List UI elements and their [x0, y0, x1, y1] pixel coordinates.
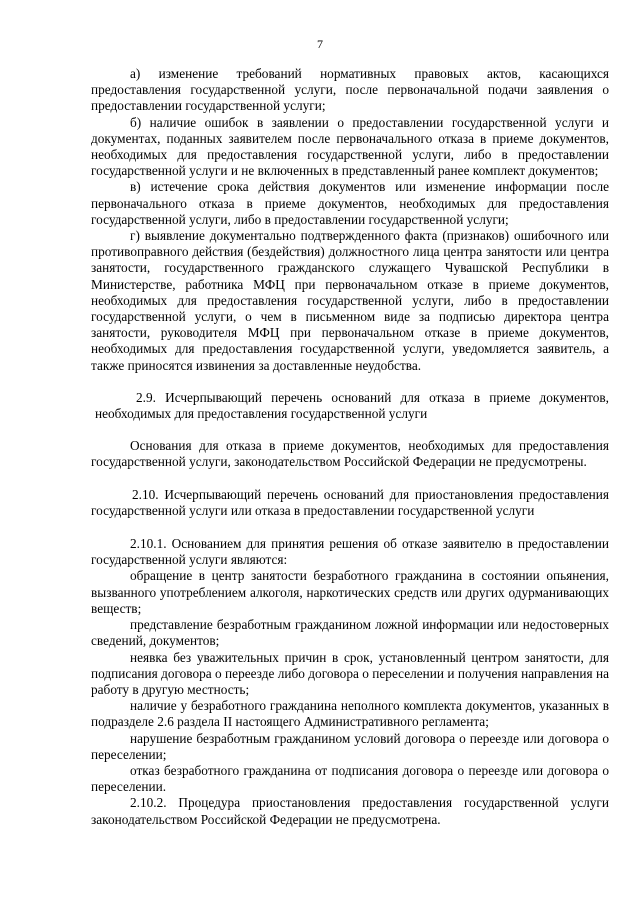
spacer: [91, 422, 609, 438]
list-item: представление безработным гражданином ложной информации или недостоверных сведений, документов;: [91, 617, 609, 649]
paragraph-2-10-2: 2.10.2. Процедура приостановления предоставления государственной услуги законодательством Российской Федерации не предусмотрена.: [91, 795, 609, 827]
list-item: обращение в центр занятости безработного гражданина в состоянии опьянения, вызванного употреблением алкоголя, наркотических средств или других одурманивающих веществ;: [91, 568, 609, 616]
list-item: наличие у безработного гражданина неполного комплекта документов, указанных в подразделе 2.6 раздела II настоящего Административного регламента;: [91, 698, 609, 730]
spacer: [91, 519, 609, 536]
paragraph-2-9: Основания для отказа в приеме документов, необходимых для предоставления государственной услуги, законодательством Российской Федерации не предусмотрены.: [91, 438, 609, 470]
list-item: нарушение безработным гражданином условий договора о переезде или договора о переселении;: [91, 730, 609, 762]
spacer: [91, 471, 609, 487]
paragraph-v: в) истечение срока действия документов или изменение информации после первоначального отказа в приеме документов, необходимых для предоставления государственной услуги, либо в предоставлении государственной услуги;: [91, 179, 609, 227]
spacer: [91, 374, 609, 390]
document-body: [91, 66, 609, 828]
page-number: 7: [317, 37, 323, 51]
paragraph-2-10-1: 2.10.1. Основанием для принятия решения об отказе заявителю в предоставлении государственной услуги являются:: [91, 536, 609, 568]
list-item: отказ безработного гражданина от подписания договора о переезде или договора о переселении.: [91, 762, 609, 795]
list-item: неявка без уважительных причин в срок, установленный центром занятости, для подписания договора о переезде либо договора о переселении и получения направления на работу в другую местность;: [91, 649, 609, 697]
section-heading-2-9: 2.9. Исчерпывающий перечень оснований для отказа в приеме документов, необходимых для предоставления государственной услуги: [95, 389, 609, 422]
paragraph-a: а) изменение требований нормативных правовых актов, касающихся предоставления государственной услуги, после первоначальной подачи заявления о предоставлении государственной услуги;: [91, 66, 609, 114]
paragraph-b: б) наличие ошибок в заявлении о предоставлении государственной услуги и документах, поданных заявителем после первоначального отказа в приеме документов, необходимых для предоставления государственной услуги, либо в предоставлении государственной услуги и не включенных в представленный ранее комплект документов;: [91, 114, 609, 179]
section-heading-2-10: 2.10. Исчерпывающий перечень оснований для приостановления предоставления государственной услуги или отказа в предоставлении государственной услуги: [91, 486, 609, 518]
paragraph-g: г) выявление документально подтвержденного факта (признаков) ошибочного или противоправного действия (бездействия) должностного лица центра занятости или центра занятости, государственного гражданского служащего Чувашской Республики в Министерстве, работника МФЦ при первоначальном отказе в приеме документов, необходимых для предоставления государственной услуги, либо в предоставлении государственной услуги, о чем в письменном виде за подписью директора центра занятости, руководителя МФЦ при первоначальном отказе в приеме документов, необходимых для предоставления государственной услуги, уведомляется заявитель, а также приносятся извинения за доставленные неудобства.: [91, 228, 609, 373]
